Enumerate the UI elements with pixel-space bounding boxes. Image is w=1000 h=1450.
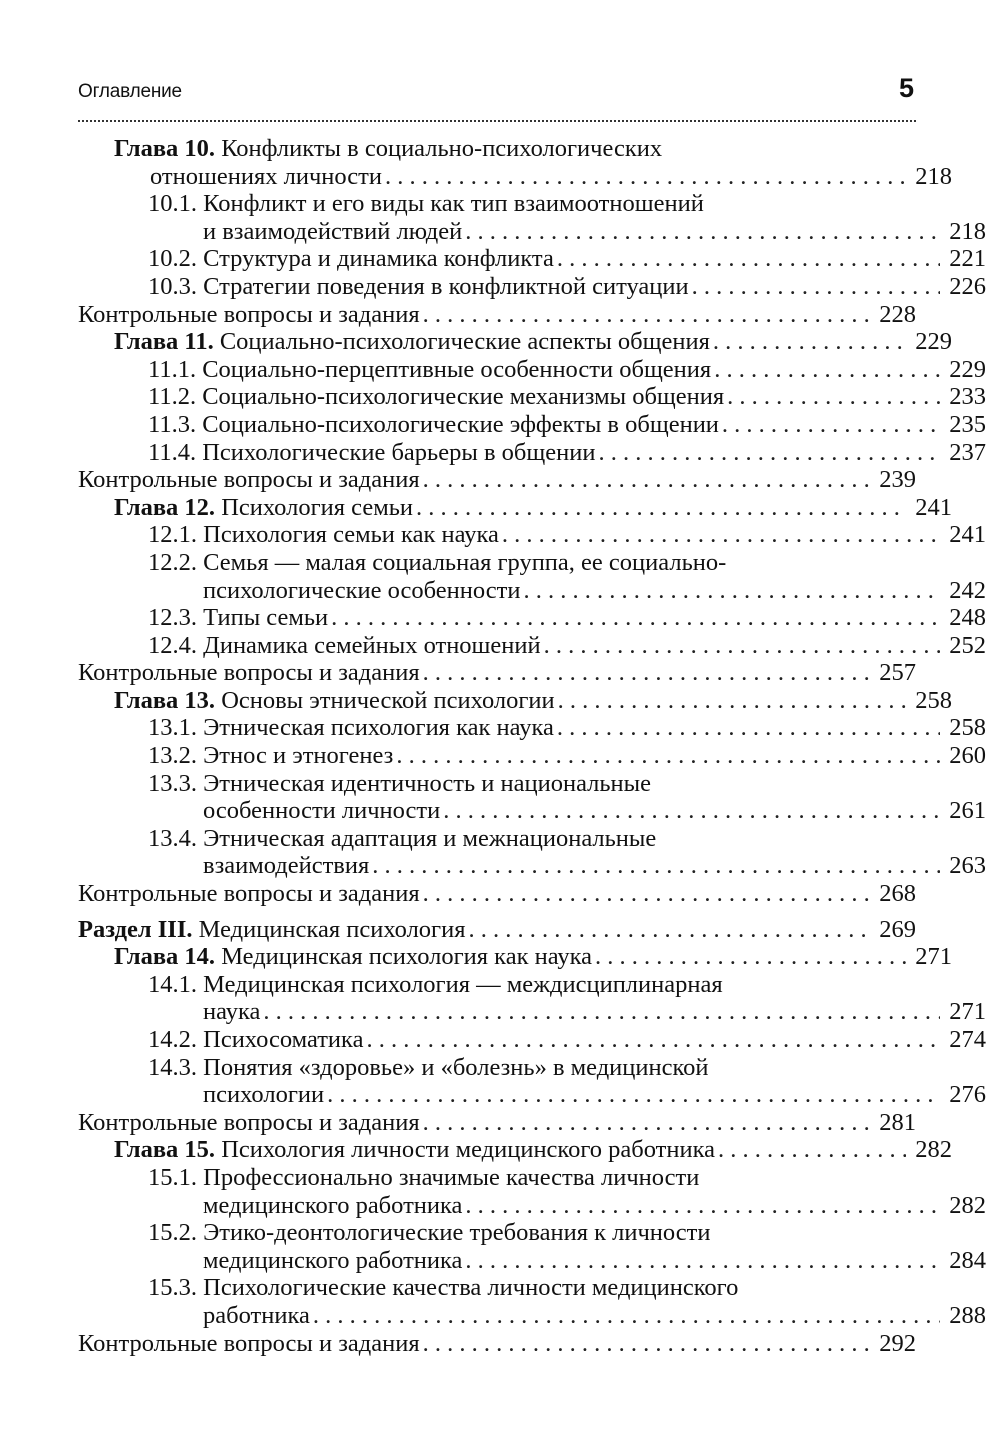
table-of-contents bbox=[78, 135, 986, 1357]
toc-page-number: 218 bbox=[915, 162, 952, 190]
dot-leader bbox=[713, 328, 906, 356]
toc-page-number: 281 bbox=[879, 1108, 916, 1136]
dot-leader bbox=[465, 1247, 940, 1275]
toc-page-number: 228 bbox=[879, 300, 916, 328]
toc-section-15-3[interactable] bbox=[78, 1274, 986, 1329]
toc-page-number: 257 bbox=[879, 659, 916, 687]
toc-entry-title: 12.4. Динамика семейных отношений bbox=[148, 631, 541, 659]
toc-page-number: 268 bbox=[879, 880, 916, 908]
toc-page-number: 258 bbox=[949, 714, 986, 742]
dot-leader bbox=[385, 163, 906, 191]
dot-leader bbox=[722, 411, 940, 439]
dot-leader bbox=[366, 1026, 940, 1054]
toc-entry-title-cont: работника bbox=[203, 1301, 310, 1329]
toc-page-number: 241 bbox=[949, 521, 986, 549]
dot-leader bbox=[468, 916, 870, 944]
toc-entry-title: Конфликты в социально-психологических bbox=[221, 135, 663, 162]
toc-page-number: 239 bbox=[879, 466, 916, 494]
toc-entry-title-cont: и взаимодействий людей bbox=[203, 217, 463, 245]
dot-leader bbox=[544, 632, 940, 660]
toc-entry-title: 14.2. Психосоматика bbox=[148, 1026, 364, 1053]
toc-entry-title: 11.4. Психологические барьеры в общении bbox=[148, 438, 596, 466]
toc-page-number: 241 bbox=[915, 493, 952, 521]
toc-section-11-2[interactable] bbox=[78, 383, 986, 411]
toc-page-number: 260 bbox=[949, 742, 986, 770]
toc-entry-title: Психология личности медицинского работника bbox=[221, 1136, 716, 1164]
toc-entry-title: 15.1. Профессионально значимые качества личности bbox=[148, 1163, 700, 1191]
toc-page-number: 252 bbox=[949, 631, 986, 659]
toc-entry-title: Контрольные вопросы и задания bbox=[78, 1108, 420, 1136]
toc-chapter-10[interactable] bbox=[78, 135, 952, 190]
dot-leader bbox=[598, 439, 940, 467]
toc-review-questions[interactable] bbox=[78, 659, 916, 687]
toc-entry-title: Медицинская психология bbox=[198, 915, 466, 943]
toc-entry-title: 13.3. Этническая идентичность и национальные bbox=[148, 769, 652, 797]
toc-page-number: 261 bbox=[949, 797, 986, 825]
toc-section-11-3[interactable] bbox=[78, 411, 986, 439]
toc-section-10-3[interactable] bbox=[78, 273, 986, 301]
toc-page-number: 282 bbox=[915, 1136, 952, 1164]
dot-leader bbox=[557, 245, 940, 273]
toc-page-number: 269 bbox=[879, 915, 916, 943]
toc-chapter-12[interactable] bbox=[78, 494, 952, 522]
toc-chapter-15[interactable] bbox=[78, 1136, 952, 1164]
toc-chapter-14[interactable] bbox=[78, 943, 952, 971]
toc-entry-title: Основы этнической психологии bbox=[221, 686, 555, 714]
dot-leader bbox=[313, 1302, 940, 1330]
toc-entry-title: 10.3. Стратегии поведения в конфликтной ситуации bbox=[148, 272, 689, 300]
dot-leader bbox=[718, 1136, 906, 1164]
toc-entry-title: 10.2. Структура и динамика конфликта bbox=[148, 245, 554, 273]
toc-chapter-13[interactable] bbox=[78, 687, 952, 715]
toc-review-questions[interactable] bbox=[78, 1330, 916, 1358]
dot-leader bbox=[423, 880, 870, 908]
toc-entry-title: Контрольные вопросы и задания bbox=[78, 466, 420, 494]
toc-entry-title: Контрольные вопросы и задания bbox=[78, 659, 420, 687]
toc-section-11-4[interactable] bbox=[78, 439, 986, 467]
dot-leader bbox=[327, 1081, 940, 1109]
toc-entry-title-cont: отношениях личности bbox=[150, 162, 382, 190]
toc-entry-title: 13.1. Этническая психология как наука bbox=[148, 714, 554, 742]
toc-section-12-2[interactable] bbox=[78, 549, 986, 604]
dot-leader bbox=[423, 301, 870, 329]
toc-entry-title: 15.3. Психологические качества личности медицинского bbox=[148, 1274, 739, 1302]
toc-page-number: 226 bbox=[949, 272, 986, 300]
toc-entry-title-cont: особенности личности bbox=[203, 797, 441, 825]
toc-page-number: 233 bbox=[949, 383, 986, 411]
toc-section-12-1[interactable] bbox=[78, 521, 986, 549]
toc-section-13-1[interactable] bbox=[78, 714, 986, 742]
toc-entry-title-cont: наука bbox=[203, 998, 261, 1026]
page-number: 5 bbox=[898, 73, 914, 103]
toc-page-number: 271 bbox=[949, 998, 986, 1026]
toc-section-15-2[interactable] bbox=[78, 1219, 986, 1274]
toc-chapter-label: Глава 10. bbox=[114, 135, 216, 162]
dot-leader bbox=[372, 852, 940, 880]
toc-chapter-label: Глава 14. bbox=[114, 943, 216, 971]
toc-section-12-3[interactable] bbox=[78, 604, 986, 632]
toc-review-questions[interactable] bbox=[78, 466, 916, 494]
dot-leader bbox=[727, 383, 940, 411]
dot-leader bbox=[692, 273, 940, 301]
toc-review-questions[interactable] bbox=[78, 301, 916, 329]
toc-entry-title: 10.1. Конфликт и его виды как тип взаимоотношений bbox=[148, 190, 704, 218]
toc-chapter-label: Глава 13. bbox=[114, 686, 216, 714]
toc-page-number: 237 bbox=[949, 438, 986, 466]
toc-chapter-label: Глава 15. bbox=[114, 1136, 216, 1164]
dot-leader bbox=[465, 218, 940, 246]
toc-page-number: 276 bbox=[949, 1081, 986, 1109]
toc-chapter-11[interactable] bbox=[78, 328, 952, 356]
toc-chapter-label: Глава 11. bbox=[114, 328, 214, 356]
toc-page-number: 263 bbox=[949, 852, 986, 880]
toc-section-10-1[interactable] bbox=[78, 190, 986, 245]
toc-page-number: 235 bbox=[949, 410, 986, 438]
toc-page-number: 242 bbox=[949, 576, 986, 604]
dot-leader bbox=[502, 521, 940, 549]
dot-leader bbox=[396, 742, 940, 770]
toc-part-label: Раздел III. bbox=[78, 915, 193, 943]
dot-leader bbox=[423, 1330, 870, 1358]
toc-page-number: 284 bbox=[949, 1246, 986, 1274]
toc-entry-title: 12.3. Типы семьи bbox=[148, 604, 329, 632]
dot-leader bbox=[557, 714, 940, 742]
toc-entry-title: Контрольные вопросы и задания bbox=[78, 880, 420, 908]
toc-entry-title: Медицинская психология как наука bbox=[221, 943, 592, 971]
toc-entry-title: 11.1. Социально-перцептивные особенности общения bbox=[148, 355, 712, 383]
dot-leader bbox=[714, 356, 940, 384]
toc-review-questions[interactable] bbox=[78, 880, 916, 908]
toc-entry-title-cont: взаимодействия bbox=[203, 852, 370, 880]
toc-page-number: 271 bbox=[915, 943, 952, 971]
dot-leader bbox=[263, 998, 940, 1026]
dot-leader bbox=[423, 1109, 870, 1137]
toc-entry-title: 14.3. Понятия «здоровье» и «болезнь» в медицинской bbox=[148, 1053, 709, 1081]
dot-leader bbox=[331, 604, 940, 632]
dot-leader bbox=[523, 577, 940, 605]
toc-page-number: 258 bbox=[915, 686, 952, 714]
toc-page-number: 274 bbox=[949, 1026, 986, 1053]
toc-section-13-4[interactable] bbox=[78, 825, 986, 880]
dot-leader bbox=[595, 943, 906, 971]
toc-chapter-label: Глава 12. bbox=[114, 493, 216, 521]
toc-page-number: 282 bbox=[949, 1191, 986, 1219]
toc-section-10-2[interactable] bbox=[78, 245, 986, 273]
dot-leader bbox=[558, 687, 906, 715]
toc-section-13-2[interactable] bbox=[78, 742, 986, 770]
toc-page-number: 221 bbox=[949, 245, 986, 273]
toc-entry-title: 11.2. Социально-психологические механизмы общения bbox=[148, 383, 725, 411]
dot-leader bbox=[465, 1192, 940, 1220]
toc-page-number: 229 bbox=[915, 328, 952, 356]
toc-page-number: 218 bbox=[949, 217, 986, 245]
toc-entry-title-cont: психологии bbox=[203, 1081, 325, 1109]
toc-entry-title: Контрольные вопросы и задания bbox=[78, 300, 420, 328]
toc-section-12-4[interactable] bbox=[78, 632, 986, 660]
toc-entry-title: 13.4. Этническая адаптация и межнациональные bbox=[148, 824, 657, 852]
toc-page-number: 288 bbox=[949, 1301, 986, 1329]
toc-entry-title: 15.2. Этико-деонтологические требования к личности bbox=[148, 1219, 711, 1247]
toc-review-questions[interactable] bbox=[78, 1109, 916, 1137]
toc-section-14-1[interactable] bbox=[78, 971, 986, 1026]
toc-entry-title-cont: психологические особенности bbox=[203, 576, 521, 604]
page-header bbox=[78, 70, 916, 122]
toc-section-14-3[interactable] bbox=[78, 1054, 986, 1109]
toc-entry-title-cont: медицинского работника bbox=[203, 1191, 463, 1219]
dot-leader bbox=[423, 466, 870, 494]
dot-leader bbox=[443, 797, 940, 825]
toc-section-11-1[interactable] bbox=[78, 356, 986, 384]
toc-entry-title: 12.2. Семья — малая социальная группа, ее социально- bbox=[148, 548, 727, 576]
toc-entry-title-cont: медицинского работника bbox=[203, 1246, 463, 1274]
toc-page-number: 229 bbox=[949, 355, 986, 383]
toc-page-number: 292 bbox=[879, 1329, 916, 1357]
toc-entry-title: Психология семьи bbox=[221, 493, 413, 521]
toc-entry-title: 14.1. Медицинская психология — междисциплинарная bbox=[148, 970, 723, 998]
toc-section-13-3[interactable] bbox=[78, 770, 986, 825]
dot-leader bbox=[416, 494, 906, 522]
toc-page-number: 248 bbox=[949, 604, 986, 632]
toc-entry-title: 12.1. Психология семьи как наука bbox=[148, 521, 499, 549]
toc-entry-title: Социально-психологические аспекты общения bbox=[219, 328, 710, 356]
toc-part-3[interactable] bbox=[78, 916, 916, 944]
toc-section-15-1[interactable] bbox=[78, 1164, 986, 1219]
toc-entry-title: 13.2. Этнос и этногенез bbox=[148, 742, 394, 770]
toc-section-14-2[interactable] bbox=[78, 1026, 986, 1054]
dot-leader bbox=[423, 659, 870, 687]
toc-entry-title: 11.3. Социально-психологические эффекты в общении bbox=[148, 410, 719, 438]
toc-entry-title: Контрольные вопросы и задания bbox=[78, 1329, 420, 1357]
running-title: Оглавление bbox=[78, 81, 182, 102]
